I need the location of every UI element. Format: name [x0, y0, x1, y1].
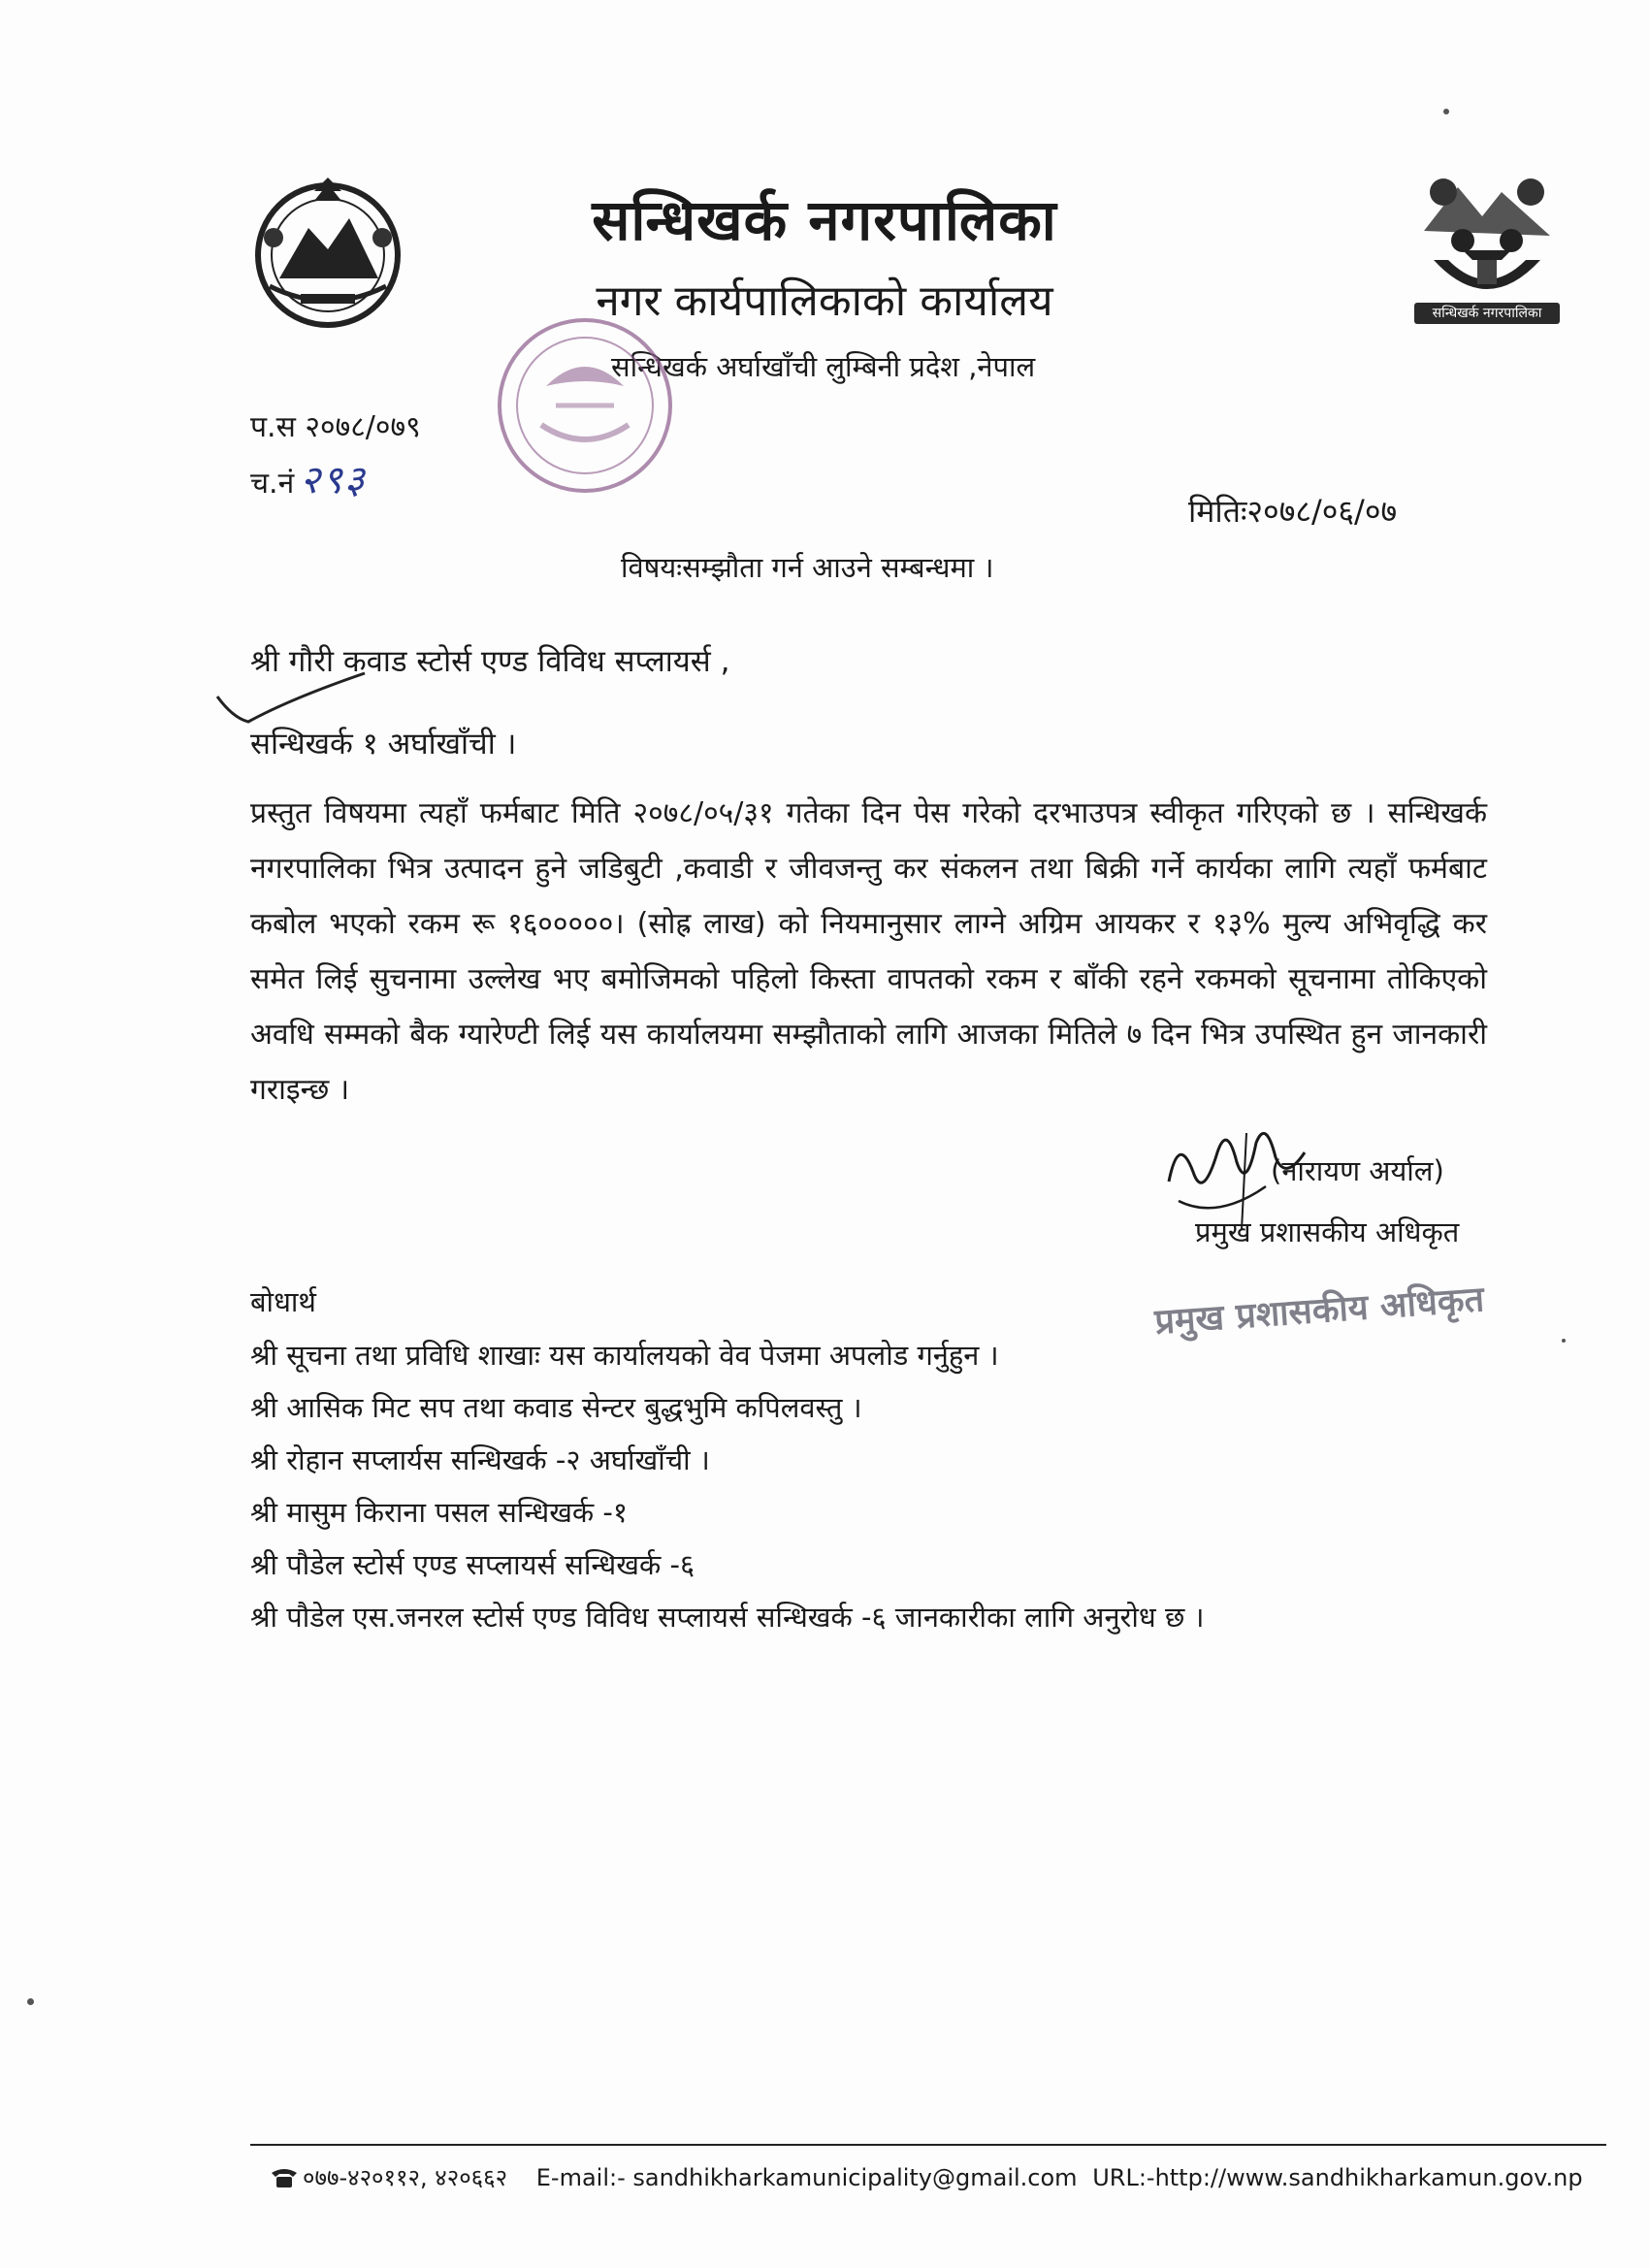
- office-subtitle: नगर कार्यपालिकाको कार्यालय: [596, 276, 1053, 326]
- cc-heading: बोधार्थ: [250, 1285, 316, 1318]
- cc-item: श्री सूचना तथा प्रविधि शाखाः यस कार्यालयको वेव पेजमा अपलोड गर्नुहुन ।: [250, 1339, 999, 1372]
- letter-date: मितिः२०७८/०६/०७: [1188, 493, 1398, 530]
- scan-speck: [1562, 1339, 1566, 1343]
- letter-subject: विषयःसम्झौता गर्न आउने सम्बन्धमा ।: [621, 551, 994, 584]
- addressee-line-1: श्री गौरी कवाड स्टोर्स एण्ड विविध सप्लायर्स ,: [250, 644, 730, 679]
- scan-speck: [27, 1998, 34, 2005]
- footer-contact: [270, 2161, 1583, 2193]
- addressee-line-2: सन्धिखर्क १ अर्घाखाँची ।: [250, 727, 517, 761]
- reference-number: प.स २०७८/०७९: [250, 410, 421, 444]
- phone-icon: [270, 2167, 299, 2188]
- dispatch-number-label: च.नं: [250, 467, 295, 501]
- cc-item: श्री पौडेल स्टोर्स एण्ड सप्लायर्स सन्धिखर्क -६: [250, 1548, 695, 1581]
- office-stamp-icon: [488, 308, 682, 502]
- footer-email: E-mail:- sandhikharkamunicipality@gmail.com: [535, 2164, 1078, 2191]
- dispatch-number: [250, 451, 367, 504]
- scan-speck: [1443, 109, 1449, 114]
- footer-phone: ०७७-४२०११२, ४२०६६२: [303, 2164, 508, 2191]
- dispatch-number-value: २९३: [300, 458, 367, 502]
- signatory-title: प्रमुख प्रशासकीय अधिकृत: [1195, 1215, 1460, 1248]
- office-address: सन्धिखर्क अर्घाखाँची लुम्बिनी प्रदेश ,नेपाल: [611, 350, 1036, 383]
- office-title: सन्धिखर्क नगरपालिका: [592, 187, 1057, 253]
- municipality-logo-caption: सन्धिखर्क नगरपालिका: [1414, 303, 1560, 324]
- signatory-stamp: प्रमुख प्रशासकीय अधिकृत: [1153, 1280, 1486, 1343]
- cc-item: श्री आसिक मिट सप तथा कवाड सेन्टर बुद्धभुमि कपिलवस्तु ।: [250, 1391, 862, 1424]
- signatory-name: (नारायण अर्याल): [1271, 1154, 1444, 1187]
- cc-item: श्री रोहान सप्लार्यस सन्धिखर्क -२ अर्घाखाँची ।: [250, 1443, 710, 1476]
- cc-item: श्री मासुम किराना पसल सन्धिखर्क -१: [250, 1496, 628, 1529]
- footer-divider: [250, 2144, 1606, 2146]
- letter-body: प्रस्तुत विषयमा त्यहाँ फर्मबाट मिति २०७८/०५/३१ गतेका दिन पेस गरेको दरभाउपत्र स्वीकृत गरिएको छ । सन्धिखर्क नगरपालिका भित्र उत्पादन हुने जडिबुटी ,कवाडी र जीवजन्तु कर संकलन तथा बिक्री गर्ने कार्यका लागि त्यहाँ फर्मबाट कबोल भएको रकम रू १६०००००। (सोह्र लाख) को नियमानुसार लाग्ने अग्रिम आयकर र १३% मुल्य अभिवृद्धि कर समेत लिई सुचनामा उल्लेख भए बमोजिमको पहिलो किस्ता वापतको रकम र बाँकी रहने रकमको सूचनामा तोकिएको अवधि सम्मको बैक ग्यारेण्टी लिई यस कार्यालयमा सम्झौताको लागि आजका मितिले ७ दिन भित्र उपस्थित हुन जानकारी गराइन्छ ।: [250, 796, 1487, 1107]
- cc-list: [250, 1329, 1205, 1643]
- cc-item: श्री पौडेल एस.जनरल स्टोर्स एण्ड विविध सप्लायर्स सन्धिखर्क -६ जानकारीका लागि अनुरोध छ ।: [250, 1601, 1205, 1634]
- footer-url: URL:-http://www.sandhikharkamun.gov.np: [1092, 2164, 1583, 2191]
